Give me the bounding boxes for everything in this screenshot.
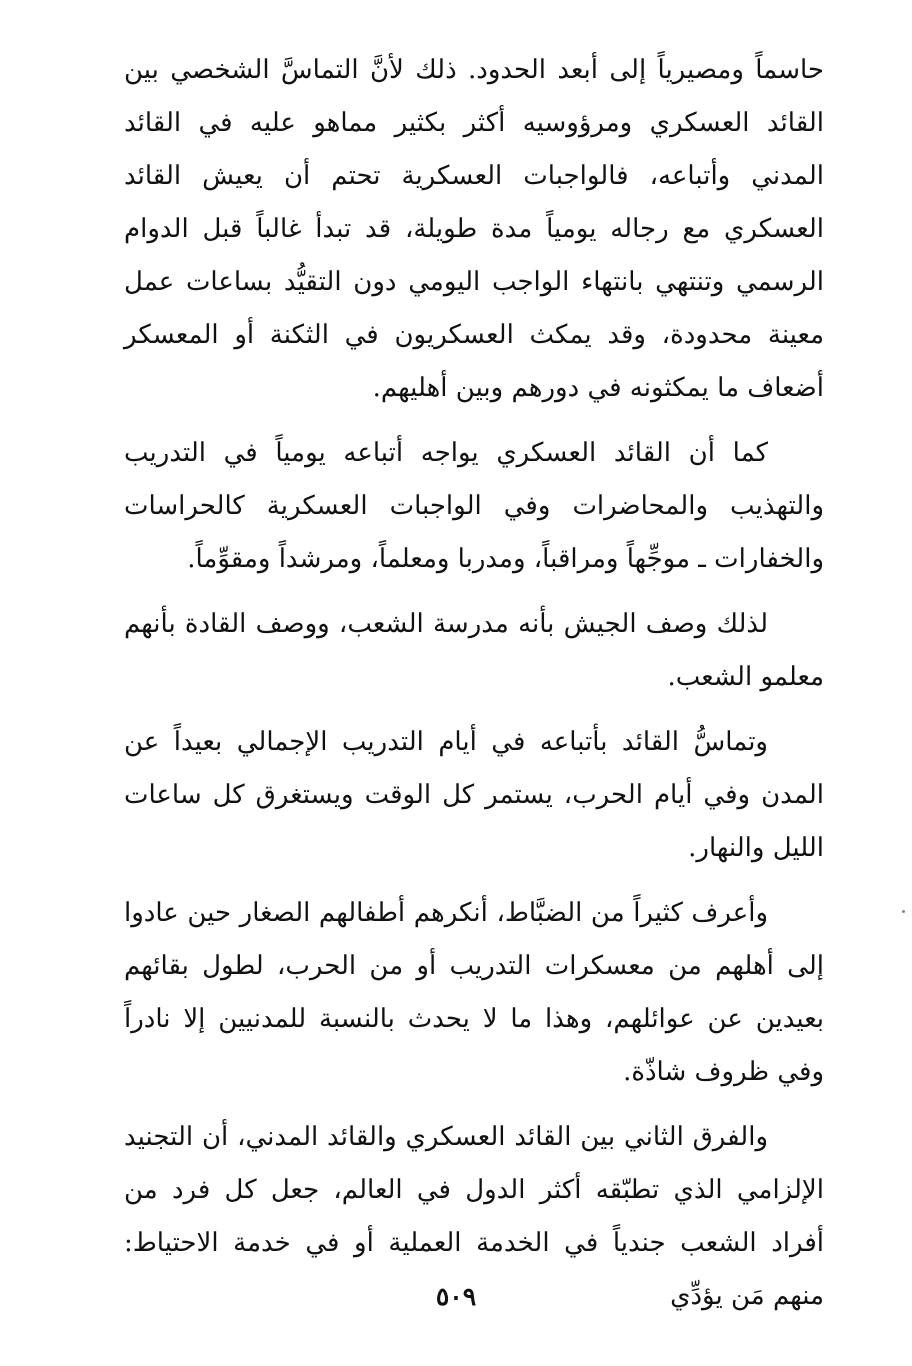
paragraph-1: حاسماً ومصيرياً إلى أبعد الحدود. ذلك لأنَّ التماسَّ الشخصي بين القائد العسكري ومرؤوسيه أكثر بكثير مماهو عليه في القائد المدني وأتباعه، فالواجبات العسكرية تحتم أن يعيش القائد العسكري مع رجاله يومياً مدة طويلة، قد تبدأ غالباً قبل الدوام الرسمي وتنتهي بانتهاء الواجب اليومي دون التقيُّد بساعات عمل معينة محدودة، وقد يمكث العسكريون في الثكنة أو المعسكر أضعاف ما يمكثونه في دورهم وبين أهليهم. [124, 55, 824, 403]
paragraph-2: كما أن القائد العسكري يواجه أتباعه يومياً في التدريب والتهذيب والمحاضرات وفي الواجبات العسكرية كالحراسات والخفارات ـ موجِّهاً ومراقباً، ومدربا ومعلماً، ومرشداً ومقوِّماً. [124, 438, 824, 574]
paragraph-4: وتماسُّ القائد بأتباعه في أيام التدريب الإجمالي بعيداً عن المدن وفي أيام الحرب، يستمر كل الوقت ويستغرق كل ساعات الليل والنهار. [124, 727, 824, 863]
paragraph-6: والفرق الثاني بين القائد العسكري والقائد المدني، أن التجنيد الإلزامي الذي تطبّقه أكثر الدول في العالم، جعل كل فرد من أفراد الشعب جندياً في الخدمة العملية أو في خدمة الاحتياط: منهم مَن يؤدِّي [124, 1122, 824, 1311]
page-number: ٥٠٩ [435, 1282, 477, 1311]
paragraph-5: وأعرف كثيراً من الضبَّاط، أنكرهم أطفالهم الصغار حين عادوا إلى أهلهم من معسكرات التدريب أو من الحرب، لطول بقائهم بعيدين عن عوائلهم، وهذا ما لا يحدث بالنسبة للمدنيين إلا نادراً وفي ظروف شاذّة. [124, 898, 824, 1087]
paragraph-3: لذلك وصف الجيش بأنه مدرسة الشعب، ووصف القادة بأنهم معلمو الشعب. [124, 609, 824, 692]
margin-dot [902, 910, 905, 913]
page-body [124, 44, 824, 1335]
